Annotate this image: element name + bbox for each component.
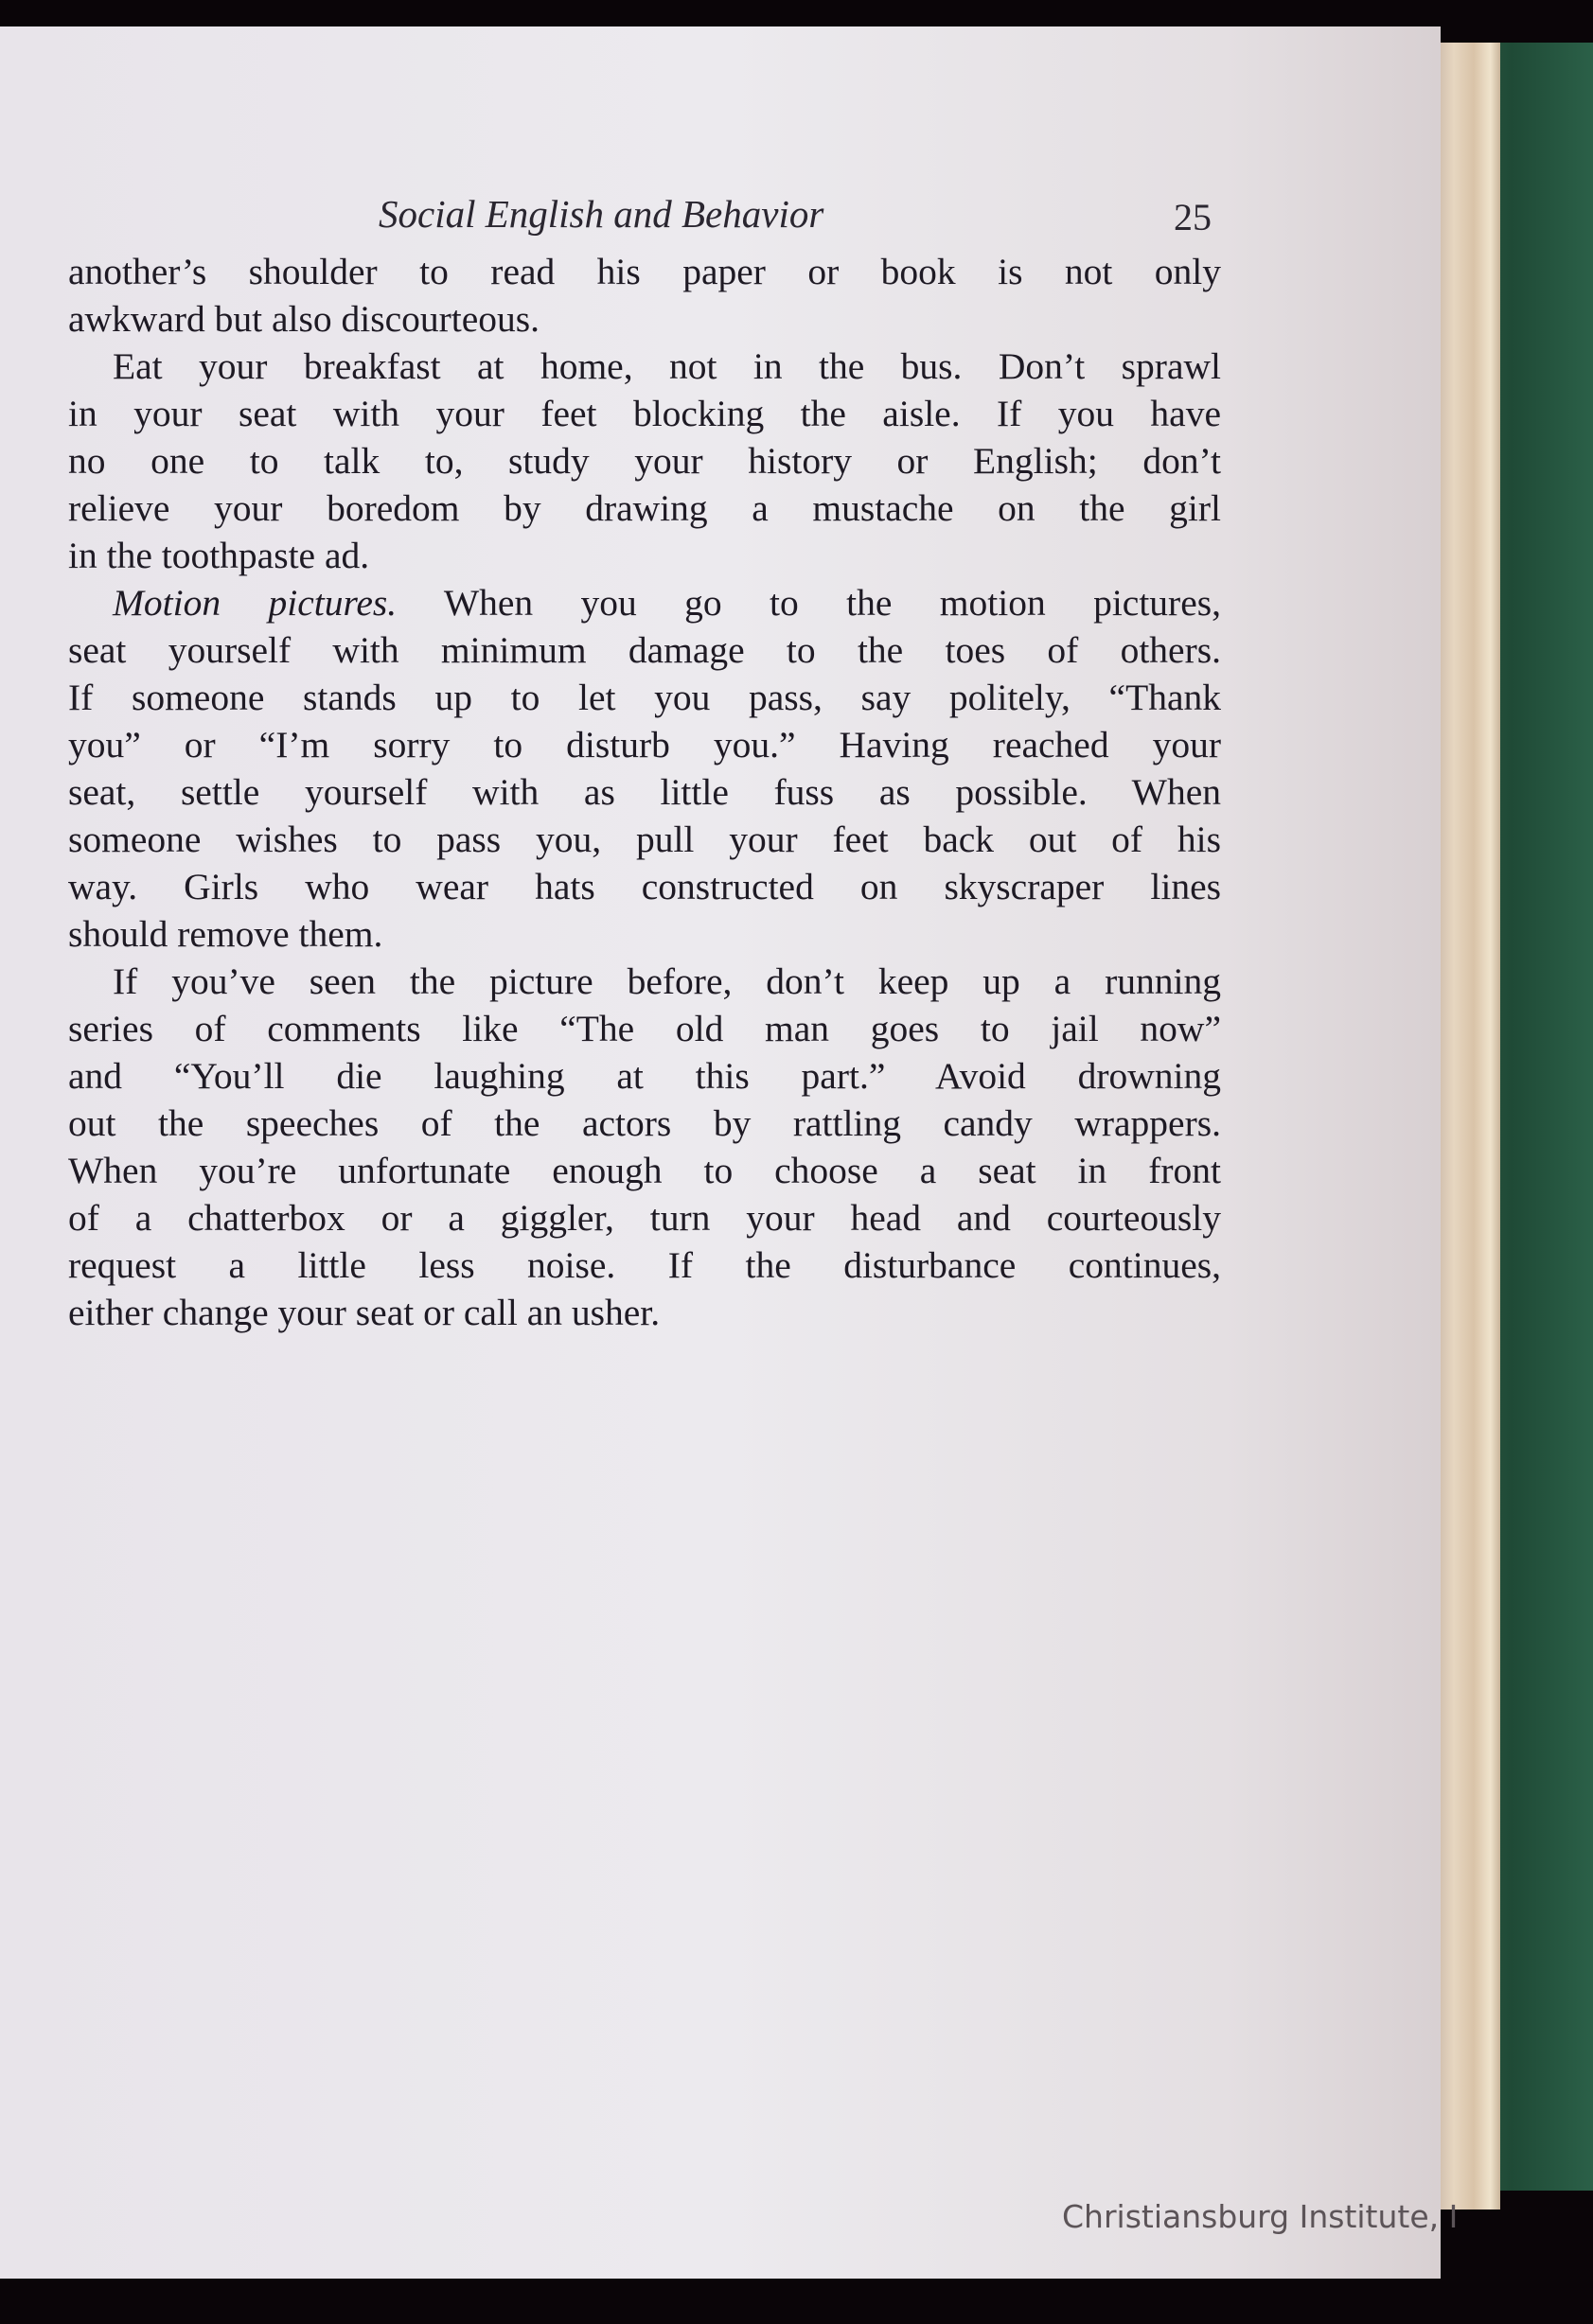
line-text: If you’ve seen the picture before, don’t keep up a running [113, 960, 1221, 1002]
text-line [68, 1100, 1221, 1147]
watermark: Christiansburg Institute, I [1062, 2198, 1459, 2235]
line-text: no one to talk to, study your history or English; don’t [68, 440, 1221, 482]
page-number: 25 [1174, 196, 1212, 238]
line-text: of a chatterbox or a giggler, turn your head and courteously [68, 1197, 1221, 1239]
text-line [68, 674, 1221, 721]
text-line [68, 437, 1221, 484]
text-line [68, 532, 1221, 579]
text-line [68, 295, 1221, 343]
line-text: request a little less noise. If the disturbance continues, [68, 1244, 1221, 1286]
line-text: If someone stands up to let you pass, say politely, “Thank [68, 677, 1221, 718]
text-line [68, 484, 1221, 532]
line-text: in your seat with your feet blocking the aisle. If you have [68, 393, 1221, 434]
section-lead-in: Motion pictures. [113, 582, 398, 624]
line-text: way. Girls who wear hats constructed on skyscraper lines [68, 866, 1221, 907]
text-line [68, 1241, 1221, 1289]
line-text: seat yourself with minimum damage to the toes of others. [68, 629, 1221, 671]
text-line [68, 863, 1221, 910]
text-line [68, 343, 1221, 390]
text-line [68, 1289, 1221, 1336]
line-text: When you go to the motion pictures, [443, 582, 1221, 624]
line-text: should remove them. [68, 913, 383, 955]
page-header [0, 187, 1441, 244]
line-text: either change your seat or call an usher. [68, 1292, 661, 1333]
page-body-text [68, 248, 1221, 1336]
line-text: someone wishes to pass you, pull your feet back out of his [68, 819, 1221, 860]
line-text: another’s shoulder to read his paper or book is not only [68, 251, 1221, 292]
line-text: out the speeches of the actors by rattling candy wrappers. [68, 1102, 1221, 1144]
text-line [68, 1194, 1221, 1241]
text-line [68, 816, 1221, 863]
line-text: Eat your breakfast at home, not in the bus. Don’t sprawl [113, 345, 1221, 387]
text-line [68, 626, 1221, 674]
text-line [68, 390, 1221, 437]
text-line [68, 579, 1221, 626]
text-line [68, 721, 1221, 768]
text-line [68, 768, 1221, 816]
line-text: awkward but also discourteous. [68, 298, 540, 340]
line-text: seat, settle yourself with as little fuss as possible. When [68, 771, 1221, 813]
paragraph [68, 958, 1221, 1336]
page-edges [1434, 43, 1500, 2210]
text-line [68, 910, 1221, 958]
line-text: relieve your boredom by drawing a mustache on the girl [68, 487, 1221, 529]
text-line [68, 248, 1221, 295]
text-line [68, 1052, 1221, 1100]
line-text: and “You’ll die laughing at this part.” Avoid drowning [68, 1055, 1221, 1097]
line-text: you” or “I’m sorry to disturb you.” Having reached your [68, 724, 1221, 766]
paragraph [68, 579, 1221, 958]
text-line [68, 1005, 1221, 1052]
line-text: series of comments like “The old man goes to jail now” [68, 1008, 1221, 1049]
text-line [68, 1147, 1221, 1194]
line-text: When you’re unfortunate enough to choose a seat in front [68, 1150, 1221, 1191]
running-title: Social English and Behavior [379, 192, 824, 236]
paragraph [68, 343, 1221, 579]
paragraph [68, 248, 1221, 343]
line-text: in the toothpaste ad. [68, 535, 370, 576]
text-line [68, 958, 1221, 1005]
